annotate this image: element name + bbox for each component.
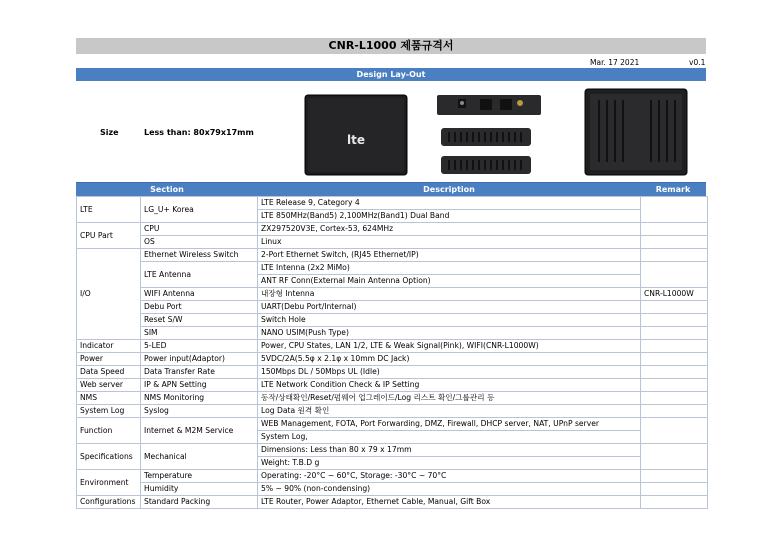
description-cell: Power, CPU States, LAN 1/2, LTE & Weak Signal(Pink), WIFI(CNR-L1000W) bbox=[258, 340, 641, 353]
description-cell: Dimensions: Less than 80 x 79 x 17mm bbox=[258, 444, 641, 457]
group-cell: LTE bbox=[77, 197, 141, 223]
section-cell: Mechanical bbox=[141, 444, 258, 470]
remark-cell bbox=[641, 223, 708, 236]
section-cell: Ethernet Wireless Switch bbox=[141, 249, 258, 262]
section-cell: Syslog bbox=[141, 405, 258, 418]
section-cell: WIFI Antenna bbox=[141, 288, 258, 301]
table-row bbox=[77, 262, 708, 275]
description-cell: Log Data 원격 확인 bbox=[258, 405, 641, 418]
section-cell: IP & APN Setting bbox=[141, 379, 258, 392]
description-cell: LTE Release 9, Category 4 bbox=[258, 197, 641, 210]
section-cell: 5-LED bbox=[141, 340, 258, 353]
description-cell: 2-Port Ethernet Switch, (RJ45 Ethernet/IP) bbox=[258, 249, 641, 262]
table-row bbox=[77, 288, 708, 301]
description-cell: ZX297520V3E, Cortex-53, 624MHz bbox=[258, 223, 641, 236]
table-row bbox=[77, 314, 708, 327]
spec-table-header bbox=[76, 183, 706, 196]
device-side-image-2 bbox=[440, 154, 532, 176]
table-row bbox=[77, 223, 708, 236]
description-cell: NANO USIM(Push Type) bbox=[258, 327, 641, 340]
remark-cell bbox=[641, 327, 708, 340]
remark-cell bbox=[641, 444, 708, 470]
description-cell: 150Mbps DL / 50Mbps UL (Idle) bbox=[258, 366, 641, 379]
device-bottom-image bbox=[584, 88, 688, 176]
remark-cell bbox=[641, 353, 708, 366]
table-row bbox=[77, 405, 708, 418]
remark-cell bbox=[641, 340, 708, 353]
group-cell: Indicator bbox=[77, 340, 141, 353]
description-cell: ANT RF Conn(External Main Antenna Option) bbox=[258, 275, 641, 288]
section-cell: Standard Packing bbox=[141, 496, 258, 509]
remark-cell bbox=[641, 470, 708, 483]
remark-cell bbox=[641, 379, 708, 392]
description-cell: Linux bbox=[258, 236, 641, 249]
table-row bbox=[77, 366, 708, 379]
table-row bbox=[77, 249, 708, 262]
remark-cell bbox=[641, 197, 708, 223]
table-row bbox=[77, 418, 708, 431]
group-cell: Data Speed bbox=[77, 366, 141, 379]
group-cell: CPU Part bbox=[77, 223, 141, 249]
table-row bbox=[77, 353, 708, 366]
description-cell: Operating: -20°C ~ 60°C, Storage: -30°C ~ 70°C bbox=[258, 470, 641, 483]
device-logo-text: lte bbox=[347, 133, 365, 147]
size-value: Less than: 80x79x17mm bbox=[144, 128, 254, 137]
section-cell: LG_U+ Korea bbox=[141, 197, 258, 223]
section-cell: Power input(Adaptor) bbox=[141, 353, 258, 366]
document-version: v0.1 bbox=[689, 58, 706, 67]
section-cell: Debu Port bbox=[141, 301, 258, 314]
description-cell: LTE Intenna (2x2 MiMo) bbox=[258, 262, 641, 275]
description-cell: UART(Debu Port/Internal) bbox=[258, 301, 641, 314]
remark-cell: CNR-L1000W bbox=[641, 288, 708, 301]
section-cell: Temperature bbox=[141, 470, 258, 483]
table-row bbox=[77, 379, 708, 392]
table-row bbox=[77, 444, 708, 457]
description-cell: Weight: T.B.D g bbox=[258, 457, 641, 470]
section-cell: Data Transfer Rate bbox=[141, 366, 258, 379]
description-cell: WEB Management, FOTA, Port Forwarding, DMZ, Firewall, DHCP server, NAT, UPnP server bbox=[258, 418, 641, 431]
group-cell: Environment bbox=[77, 470, 141, 496]
description-cell: Switch Hole bbox=[258, 314, 641, 327]
document-date: Mar. 17 2021 bbox=[590, 58, 640, 67]
spec-table bbox=[76, 196, 708, 509]
device-side-image-1 bbox=[440, 126, 532, 148]
size-label: Size bbox=[100, 128, 119, 137]
table-row bbox=[77, 392, 708, 405]
section-cell: NMS Monitoring bbox=[141, 392, 258, 405]
remark-cell bbox=[641, 483, 708, 496]
table-row bbox=[77, 327, 708, 340]
group-cell: Configurations bbox=[77, 496, 141, 509]
section-cell: LTE Antenna bbox=[141, 262, 258, 288]
table-row bbox=[77, 483, 708, 496]
table-row bbox=[77, 470, 708, 483]
remark-cell bbox=[641, 418, 708, 444]
section-cell: Reset S/W bbox=[141, 314, 258, 327]
table-row bbox=[77, 340, 708, 353]
table-row bbox=[77, 496, 708, 509]
group-cell: Power bbox=[77, 353, 141, 366]
group-cell: I/O bbox=[77, 249, 141, 340]
description-cell: 동작/상태확인/Reset/펌웨어 업그레이드/Log 리스트 확인/그룹관리 등 bbox=[258, 392, 641, 405]
table-row bbox=[77, 301, 708, 314]
header-section: Section bbox=[150, 185, 184, 194]
description-cell: LTE Network Condition Check & IP Setting bbox=[258, 379, 641, 392]
group-cell: Specifications bbox=[77, 444, 141, 470]
description-cell: LTE Router, Power Adaptor, Ethernet Cable, Manual, Gift Box bbox=[258, 496, 641, 509]
description-cell: 5% ~ 90% (non-condensing) bbox=[258, 483, 641, 496]
table-row bbox=[77, 236, 708, 249]
document-title: CNR-L1000 제품규격서 bbox=[76, 38, 706, 54]
remark-cell bbox=[641, 301, 708, 314]
remark-cell bbox=[641, 262, 708, 288]
remark-cell bbox=[641, 366, 708, 379]
description-cell: 5VDC/2A(5.5φ x 2.1φ x 10mm DC Jack) bbox=[258, 353, 641, 366]
remark-cell bbox=[641, 236, 708, 249]
description-cell: LTE 850MHz(Band5) 2,100MHz(Band1) Dual Band bbox=[258, 210, 641, 223]
group-cell: Web server bbox=[77, 379, 141, 392]
design-layout-header: Design Lay-Out bbox=[76, 68, 706, 81]
device-rear-image bbox=[436, 94, 542, 116]
header-remark: Remark bbox=[655, 185, 691, 194]
group-cell: NMS bbox=[77, 392, 141, 405]
description-cell: System Log, bbox=[258, 431, 641, 444]
table-row bbox=[77, 197, 708, 210]
group-cell: System Log bbox=[77, 405, 141, 418]
design-layout-panel bbox=[76, 82, 706, 183]
group-cell: Function bbox=[77, 418, 141, 444]
remark-cell bbox=[641, 314, 708, 327]
remark-cell bbox=[641, 392, 708, 405]
section-cell: SIM bbox=[141, 327, 258, 340]
description-cell: 내장형 Intenna bbox=[258, 288, 641, 301]
remark-cell bbox=[641, 249, 708, 262]
section-cell: Humidity bbox=[141, 483, 258, 496]
device-front-image bbox=[304, 94, 408, 176]
section-cell: OS bbox=[141, 236, 258, 249]
remark-cell bbox=[641, 496, 708, 509]
section-cell: Internet & M2M Service bbox=[141, 418, 258, 444]
header-description: Description bbox=[423, 185, 475, 194]
section-cell: CPU bbox=[141, 223, 258, 236]
remark-cell bbox=[641, 405, 708, 418]
